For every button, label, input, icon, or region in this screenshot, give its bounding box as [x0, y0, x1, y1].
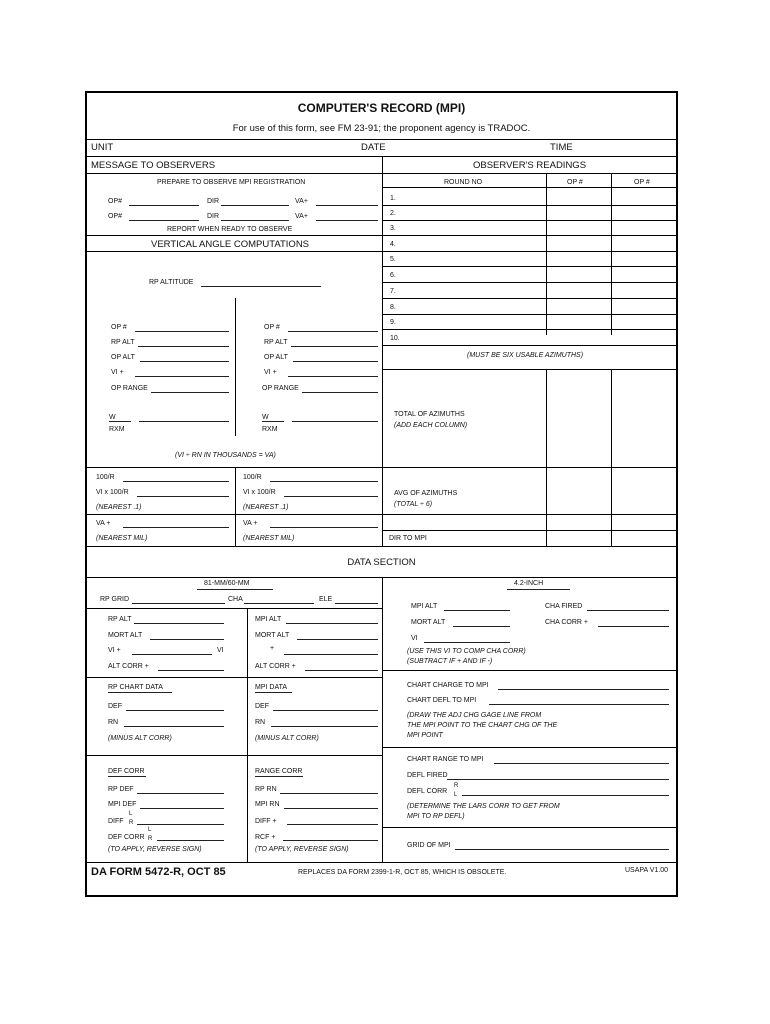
form-subtitle: For use of this form, see FM 23-91; the proponent agency is TRADOC. — [232, 123, 531, 134]
minus-alt-corr-left: (MINUS ALT CORR) — [108, 735, 172, 742]
dir-field-1[interactable] — [221, 205, 289, 206]
cha-field[interactable] — [244, 603, 314, 604]
reading-row-8: 8. — [390, 304, 396, 311]
ele-label: ELE — [319, 596, 333, 603]
vac-op-field-right[interactable] — [288, 331, 378, 332]
def-corr-l: L — [148, 827, 152, 833]
ds-def-label-right: DEF — [255, 703, 269, 710]
vac-vi-field-left[interactable] — [135, 376, 229, 377]
ds-rn-label-right: RN — [255, 719, 266, 726]
computers-record-form — [85, 91, 678, 897]
r100-field-right[interactable] — [270, 481, 378, 482]
chart-charge-field[interactable] — [498, 689, 669, 690]
plus-minus-icon: + — [116, 646, 121, 654]
plus-minus-icon: + — [291, 662, 296, 670]
vi-42-field[interactable] — [424, 642, 510, 643]
reading-row-1: 1. — [390, 195, 396, 202]
vix-label-right: VI x 100/R — [243, 489, 276, 496]
plus-minus-icon: + — [583, 618, 588, 626]
plus-minus-icon: + — [144, 662, 149, 670]
total-azimuths-label: TOTAL OF AZIMUTHS — [394, 411, 465, 418]
form-number: DA FORM 5472-R, OCT 85 — [91, 866, 226, 878]
va-field-2[interactable] — [316, 220, 378, 221]
vac-rpalt-label-left: RP ALT — [111, 339, 135, 346]
reading-row-9: 9. — [390, 319, 396, 326]
rp-def-label: RP DEF — [108, 786, 134, 793]
date-label: DATE — [361, 142, 386, 153]
va-label-left: VA + — [96, 519, 111, 527]
ds-mortalt-field[interactable] — [150, 639, 224, 640]
chart-charge-label: CHART CHARGE TO MPI — [407, 682, 489, 689]
mpi-alt-42-label: MPI ALT — [411, 603, 438, 610]
cha-fired-field[interactable] — [587, 610, 669, 611]
dir-field-2[interactable] — [221, 220, 289, 221]
r100-label-right: 100/R — [243, 474, 262, 481]
grid-of-mpi-label: GRID OF MPI — [407, 842, 451, 849]
81mm-60mm-heading: 81-MM/60-MM — [204, 580, 250, 587]
reading-row-2: 2. — [390, 210, 396, 217]
ds-vi-label: VI + — [108, 646, 121, 654]
unit-label: UNIT — [91, 142, 114, 153]
vac-w-field-left[interactable] — [139, 421, 229, 422]
diff-label-right: DIFF + — [255, 817, 277, 825]
ds-mpialt-field[interactable] — [286, 623, 378, 624]
defl-fired-field[interactable] — [447, 779, 669, 780]
defl-corr-field[interactable] — [462, 795, 669, 796]
range-corr-heading: RANGE CORR — [255, 768, 303, 775]
rcf-label: RCF + — [255, 833, 276, 841]
ds-def-field-left[interactable] — [126, 710, 224, 711]
vac-op-label-right: OP # — [264, 324, 280, 331]
vac-heading: VERTICAL ANGLE COMPUTATIONS — [151, 239, 310, 250]
use-vi-note-1: (USE THIS VI TO COMP CHA CORR) — [407, 648, 526, 655]
vac-w-label-right: W — [262, 414, 269, 421]
nearest1-right: (NEAREST .1) — [243, 504, 289, 511]
diff-l-left: L — [129, 811, 133, 817]
r100-field-left[interactable] — [123, 481, 229, 482]
vix-label-left: VI x 100/R — [96, 489, 129, 496]
form-title: COMPUTER'S RECORD (MPI) — [297, 101, 466, 115]
replaces-note: REPLACES DA FORM 2399-1-R, OCT 85, WHICH IS OBSOLETE. — [298, 869, 507, 876]
add-each-column-note: (ADD EACH COLUMN) — [394, 422, 468, 429]
cha-fired-label: CHA FIRED — [545, 603, 583, 610]
def-corr-field[interactable] — [157, 840, 224, 841]
draw-note-3: MPI POINT — [407, 732, 443, 739]
ds-rn-field-right[interactable] — [271, 726, 378, 727]
ds-mpialt-label: MPI ALT — [255, 616, 282, 623]
vac-vi-label-left: VI + — [111, 368, 124, 376]
vi-42-label: VI — [411, 635, 418, 642]
op-label-2: OP# — [108, 213, 123, 220]
ds-vi-field[interactable] — [132, 654, 212, 655]
ds-rpalt-field[interactable] — [134, 623, 224, 624]
chart-range-field[interactable] — [494, 763, 669, 764]
rcf-field[interactable] — [283, 840, 378, 841]
mpi-alt-42-field[interactable] — [444, 610, 510, 611]
dir-to-mpi-label: DIR TO MPI — [389, 535, 427, 542]
vac-opalt-label-right: OP ALT — [264, 354, 288, 361]
vac-rxm-label-right: RXM — [262, 426, 278, 433]
rp-rn-label: RP RN — [255, 786, 277, 793]
vac-vi-field-right[interactable] — [288, 376, 378, 377]
va-field-1[interactable] — [316, 205, 378, 206]
total-div-6-note: (TOTAL ÷ 6) — [394, 501, 433, 508]
minus-alt-corr-right: (MINUS ALT CORR) — [255, 735, 319, 742]
avg-azimuths-label: AVG OF AZIMUTHS — [394, 490, 458, 497]
ds-vi-label-end: VI — [217, 647, 224, 654]
vac-oprange-label-left: OP RANGE — [111, 385, 148, 392]
va-label-1: VA+ — [295, 197, 308, 205]
diff-r-left: R — [129, 820, 134, 826]
report-text: REPORT WHEN READY TO OBSERVE — [167, 226, 293, 233]
plus-minus-icon: + — [272, 817, 277, 825]
op-field-1[interactable] — [129, 205, 199, 206]
cha-corr-label: CHA CORR + — [545, 618, 588, 626]
va-label-right: VA + — [243, 519, 258, 527]
round-no-header: ROUND NO — [444, 179, 483, 186]
reading-row-5: 5. — [390, 256, 396, 263]
plus-minus-icon: + — [106, 519, 111, 527]
mpi-data-heading: MPI DATA — [255, 684, 288, 691]
draw-note-2: THE MPI POINT TO THE CHART CHG OF THE — [407, 722, 558, 729]
vac-w-label-left: W — [109, 414, 116, 421]
determine-note-2: MPI TO RP DEFL) — [407, 813, 465, 820]
vac-oprange-field-left[interactable] — [151, 392, 229, 393]
vac-opalt-field-left[interactable] — [140, 361, 229, 362]
vac-w-field-right[interactable] — [292, 421, 378, 422]
ds-rpalt-label: RP ALT — [108, 616, 132, 623]
va-label-2: VA+ — [295, 212, 308, 220]
rp-altitude-field[interactable] — [201, 286, 321, 287]
ds-altcorr-field[interactable] — [158, 670, 224, 671]
cha-corr-field[interactable] — [598, 626, 669, 627]
mpi-def-label: MPI DEF — [108, 801, 137, 808]
op-header-1: OP # — [567, 179, 583, 186]
observers-readings-heading: OBSERVER'S READINGS — [473, 160, 587, 171]
grid-of-mpi-field[interactable] — [455, 849, 669, 850]
vac-oprange-label-right: OP RANGE — [262, 385, 299, 392]
cha-label: CHA — [228, 596, 243, 603]
ds-def-label-left: DEF — [108, 703, 122, 710]
ds-mortalt-label: MORT ALT — [108, 632, 143, 639]
diff-field-right[interactable] — [287, 824, 378, 825]
ds-vi-field-right[interactable] — [284, 654, 378, 655]
rp-altitude-label: RP ALTITUDE — [149, 279, 194, 286]
plus-minus-icon: + — [270, 645, 275, 652]
defl-corr-l: L — [454, 792, 458, 798]
ds-def-field-right[interactable] — [273, 710, 378, 711]
reading-row-4: 4. — [390, 241, 396, 248]
reading-row-6: 6. — [390, 272, 396, 279]
ds-mortalt-field-right[interactable] — [297, 639, 378, 640]
must-be-six-note: (MUST BE SIX USABLE AZIMUTHS) — [467, 352, 584, 359]
defl-corr-r: R — [454, 783, 459, 789]
mpi-rn-label: MPI RN — [255, 801, 280, 808]
reading-row-3: 3. — [390, 225, 396, 232]
mpi-def-field[interactable] — [140, 808, 224, 809]
va-field-left[interactable] — [123, 527, 229, 528]
plus-minus-icon: + — [253, 519, 258, 527]
ds-rn-label-left: RN — [108, 719, 119, 726]
plus-minus-icon: + — [303, 197, 308, 205]
mpi-rn-field[interactable] — [284, 808, 378, 809]
op-header-2: OP # — [634, 179, 650, 186]
plus-minus-icon: + — [119, 368, 124, 376]
op-label-1: OP# — [108, 198, 123, 205]
ds-rn-field-left[interactable] — [124, 726, 224, 727]
mort-alt-42-label: MORT ALT — [411, 619, 446, 626]
rp-chart-data-heading: RP CHART DATA — [108, 684, 163, 691]
apply-note-right: (TO APPLY, REVERSE SIGN) — [255, 846, 349, 853]
nearestmil-left: (NEAREST MIL) — [96, 535, 148, 542]
rp-grid-label: RP GRID — [100, 596, 130, 603]
plus-minus-icon: + — [272, 368, 277, 376]
nearestmil-right: (NEAREST MIL) — [243, 535, 295, 542]
op-field-2[interactable] — [129, 220, 199, 221]
chart-defl-field[interactable] — [489, 704, 669, 705]
def-corr-heading: DEF CORR — [108, 768, 145, 775]
use-vi-note-2: (SUBTRACT IF + AND IF -) — [407, 658, 493, 665]
ds-altcorr-label: ALT CORR + — [108, 662, 149, 670]
vac-oprange-field-right[interactable] — [302, 392, 378, 393]
chart-range-label: CHART RANGE TO MPI — [407, 756, 484, 763]
plus-minus-icon: + — [271, 833, 276, 841]
formula-text: (VI ÷ RN IN THOUSANDS = VA) — [175, 452, 276, 459]
ds-altcorr-field-right[interactable] — [305, 670, 378, 671]
vac-rpalt-field-left[interactable] — [138, 346, 229, 347]
rp-def-field[interactable] — [137, 793, 224, 794]
vac-rpalt-label-right: RP ALT — [264, 339, 288, 346]
message-to-observers-heading: MESSAGE TO OBSERVERS — [91, 160, 216, 171]
determine-note-1: (DETERMINE THE LARS CORR TO GET FROM — [407, 803, 560, 810]
def-corr-label: DEF CORR — [108, 834, 145, 841]
defl-corr-label: DEFL CORR — [407, 788, 448, 795]
data-section-heading: DATA SECTION — [347, 557, 416, 568]
rp-rn-field[interactable] — [280, 793, 378, 794]
ds-altcorr-label-right: ALT CORR + — [255, 662, 296, 670]
chart-defl-label: CHART DEFL TO MPI — [407, 697, 477, 704]
42-inch-heading: 4.2-INCH — [514, 580, 544, 587]
dir-label-1: DIR — [207, 198, 220, 205]
rp-grid-field[interactable] — [132, 603, 225, 604]
vac-rxm-label-left: RXM — [109, 426, 125, 433]
def-corr-r: R — [148, 836, 153, 842]
vac-op-field-left[interactable] — [135, 331, 229, 332]
ele-field[interactable] — [335, 603, 378, 604]
diff-field-left[interactable] — [137, 824, 224, 825]
vac-op-label-left: OP # — [111, 324, 127, 331]
dir-label-2: DIR — [207, 213, 220, 220]
reading-row-7: 7. — [390, 288, 396, 295]
diff-label-left: DIFF — [108, 818, 124, 825]
vac-rpalt-field-right[interactable] — [291, 346, 378, 347]
prepare-text: PREPARE TO OBSERVE MPI REGISTRATION — [157, 179, 306, 186]
plus-minus-icon: + — [303, 212, 308, 220]
time-label: TIME — [550, 142, 573, 153]
vix-field-right[interactable] — [284, 496, 378, 497]
usapa-version: USAPA V1.00 — [625, 867, 669, 874]
vac-opalt-label-left: OP ALT — [111, 354, 135, 361]
va-field-right[interactable] — [270, 527, 378, 528]
ds-mortalt-label-right: MORT ALT — [255, 632, 290, 639]
apply-note-left: (TO APPLY, REVERSE SIGN) — [108, 846, 202, 853]
reading-row-10: 10. — [390, 335, 400, 342]
mort-alt-42-field[interactable] — [453, 626, 510, 627]
vix-field-left[interactable] — [137, 496, 229, 497]
vac-opalt-field-right[interactable] — [293, 361, 378, 362]
defl-fired-label: DEFL FIRED — [407, 772, 448, 779]
r100-label-left: 100/R — [96, 474, 115, 481]
nearest1-left: (NEAREST .1) — [96, 504, 142, 511]
vac-vi-label-right: VI + — [264, 368, 277, 376]
draw-note-1: (DRAW THE ADJ CHG GAGE LINE FROM — [407, 712, 542, 719]
